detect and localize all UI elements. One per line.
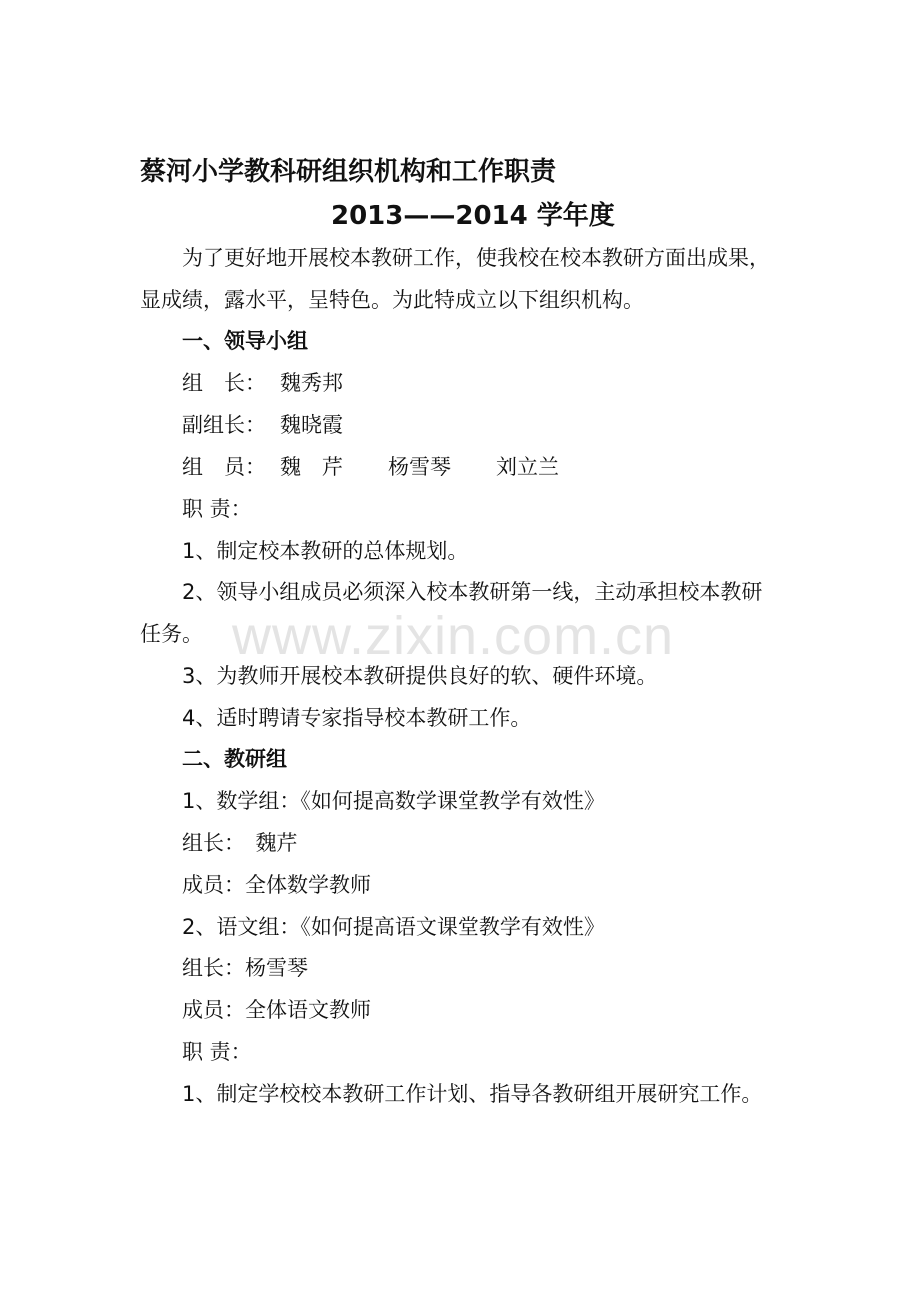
document-subtitle: 2013——2014 学年度: [331, 201, 615, 231]
watermark: www.zixin.com.cn: [232, 606, 675, 666]
duty-item: 1、制定学校校本教研工作计划、指导各教研组开展研究工作。: [182, 1082, 763, 1106]
deputy-name: 魏晓霞: [280, 413, 343, 437]
member-name: 刘立兰: [496, 455, 559, 479]
duty-label: 职 责：: [182, 497, 252, 521]
duty-item: 1、制定校本教研的总体规划。: [182, 539, 469, 563]
leader-label: 组 长：: [182, 371, 266, 395]
duty-item: 2、领导小组成员必须深入校本教研第一线，主动承担校本教研: [182, 580, 763, 604]
section-1-heading: 一、领导小组: [182, 329, 308, 353]
member-name: 魏 芹: [280, 455, 343, 479]
document-title: 蔡河小学教科研组织机构和工作职责: [140, 157, 557, 187]
chinese-group: 2、语文组：《如何提高语文课堂教学有效性》: [182, 915, 605, 939]
intro-line-1: 为了更好地开展校本教研工作，使我校在校本教研方面出成果，: [182, 246, 770, 270]
duty-label: 职 责：: [182, 1040, 252, 1064]
intro-line-2: 显成绩，露水平，呈特色。为此特成立以下组织机构。: [140, 288, 644, 312]
member-name: 杨雪琴: [388, 455, 451, 479]
duty-item: 4、适时聘请专家指导校本教研工作。: [182, 706, 532, 730]
chinese-members: 成员：全体语文教师: [182, 998, 371, 1022]
duty-item: 3、为教师开展校本教研提供良好的软、硬件环境。: [182, 664, 658, 688]
duty-item-continued: 任务。: [140, 622, 203, 646]
math-group: 1、数学组：《如何提高数学课堂教学有效性》: [182, 789, 605, 813]
leader-name: 魏秀邦: [280, 371, 343, 395]
members-label: 组 员：: [182, 455, 266, 479]
chinese-leader: 组长：杨雪琴: [182, 956, 308, 980]
math-members: 成员：全体数学教师: [182, 873, 371, 897]
deputy-label: 副组长：: [182, 413, 266, 437]
section-2-heading: 二、教研组: [182, 747, 287, 771]
math-leader: 组长： 魏芹: [182, 831, 298, 855]
